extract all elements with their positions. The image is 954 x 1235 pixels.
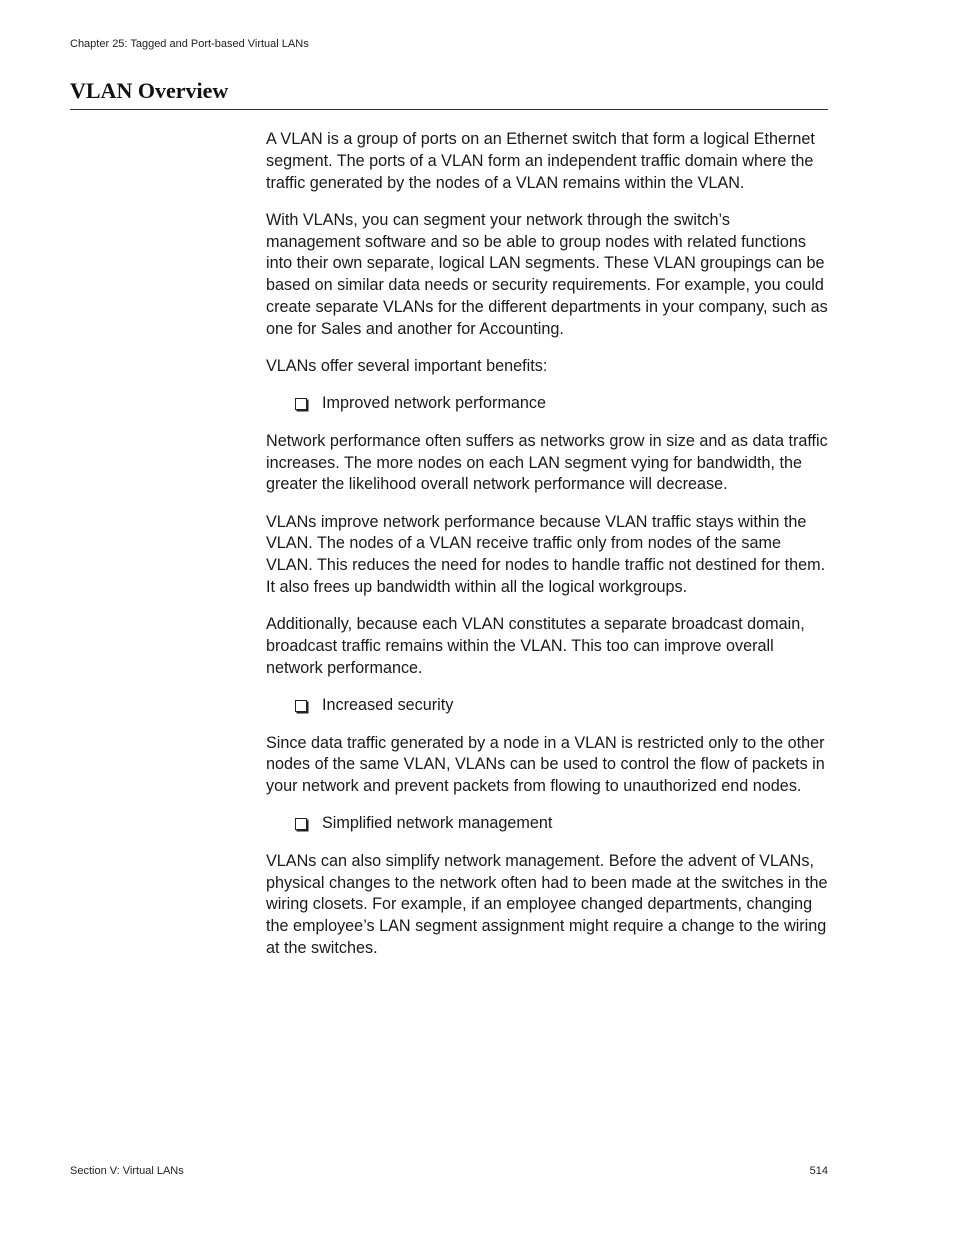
benefit-paragraph: Since data traffic generated by a node in a VLAN is restricted only to the other nodes of the same VLAN, VLANs can be used to control the flow of packets in your network and prevent packets from flowing to unauthorized end nodes. xyxy=(266,733,825,796)
benefit-item xyxy=(266,695,828,717)
page-number: 514 xyxy=(809,1165,828,1177)
body-content xyxy=(266,129,828,975)
paragraph-benefits-lead: VLANs offer several important benefits: xyxy=(266,357,548,376)
section-title: VLAN Overview xyxy=(70,78,229,103)
benefit-heading: Simplified network management xyxy=(322,814,553,833)
checkbox-bullet-icon xyxy=(295,818,307,830)
benefit-paragraph: VLANs can also simplify network management. Before the advent of VLANs, physical changes to the network often had to been made at the switches in the wiring closets. For example, if an employee changed departments, changing the employee’s LAN segment assignment might require a change to the wiring at the switches. xyxy=(266,851,828,957)
title-rule xyxy=(70,109,828,110)
checkbox-bullet-icon xyxy=(295,398,307,410)
paragraph-intro: A VLAN is a group of ports on an Ethernet switch that form a logical Ethernet segment. The ports of a VLAN form an independent traffic domain where the traffic generated by the nodes of a VLAN remains within the VLAN. xyxy=(266,130,815,192)
paragraph-segmentation: With VLANs, you can segment your network through the switch’s management software and so be able to group nodes with related functions into their own separate, logical LAN segments. These VLAN groupings can be based on similar data needs or security requirements. For example, you could create separate VLANs for the different departments in your company, such as one for Sales and another for Accounting. xyxy=(266,210,828,338)
benefit-heading: Improved network performance xyxy=(322,394,547,413)
benefit-paragraph: Network performance often suffers as networks grow in size and as data traffic increases. The more nodes on each LAN segment vying for bandwidth, the greater the likelihood overall network performance will decrease. xyxy=(266,431,828,494)
benefit-paragraph: Additionally, because each VLAN constitutes a separate broadcast domain, broadcast traffic remains within the VLAN. This too can improve overall network performance. xyxy=(266,615,805,677)
benefit-paragraph: VLANs improve network performance because VLAN traffic stays within the VLAN. The nodes of a VLAN receive traffic only from nodes of the same VLAN. This reduces the need for nodes to handle traffic not destined for them. It also frees up bandwidth within all the logical workgroups. xyxy=(266,512,826,597)
benefit-heading: Increased security xyxy=(322,696,454,715)
running-footer-section: Section V: Virtual LANs xyxy=(70,1165,184,1177)
running-header: Chapter 25: Tagged and Port-based Virtual LANs xyxy=(70,38,309,50)
benefit-item xyxy=(266,393,828,415)
benefit-item xyxy=(266,813,828,835)
checkbox-bullet-icon xyxy=(295,700,307,712)
